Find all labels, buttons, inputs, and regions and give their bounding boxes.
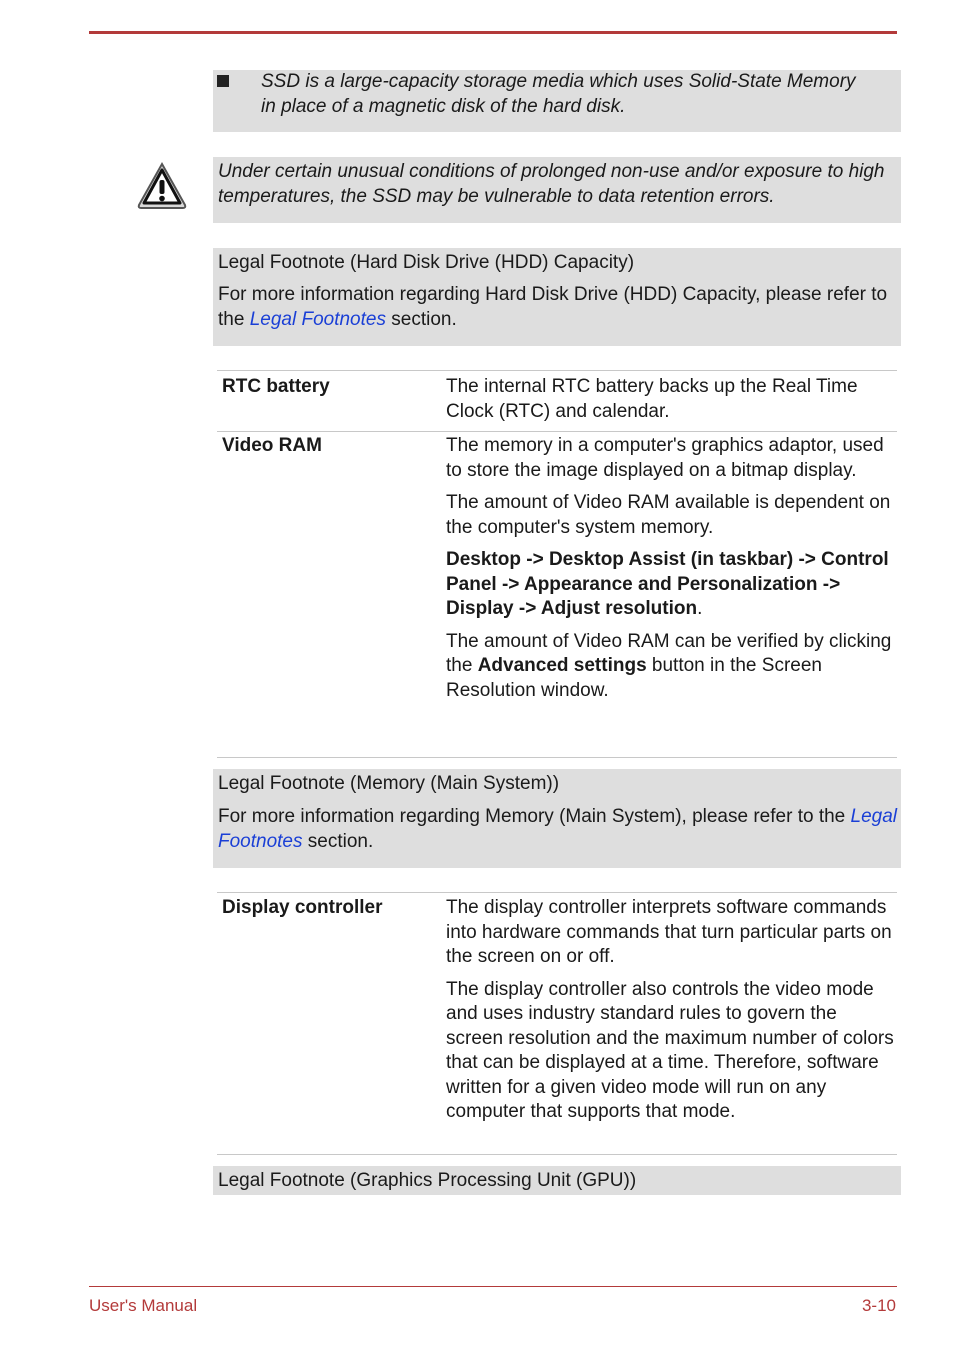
footer-rule	[89, 1286, 897, 1287]
video-ram-p1: The memory in a computer's graphics adaptor, used to store the image displayed on a bitmap display.	[446, 435, 884, 481]
bullet-square-icon	[217, 75, 229, 87]
table-rule	[217, 892, 897, 893]
footnote-hdd-text: For more information regarding Hard Disk Drive (HDD) Capacity, please refer to the	[218, 284, 888, 330]
footnote-memory-box	[213, 769, 901, 868]
page-number: 3-10	[861, 1296, 896, 1315]
warning-triangle-icon	[136, 160, 188, 212]
footnote-hdd-title: Legal Footnote (Hard Disk Drive (HDD) Capacity)	[218, 252, 635, 273]
video-ram-p2: The amount of Video RAM available is dependent on the computer's system memory.	[446, 492, 891, 538]
video-ram-path	[446, 548, 894, 622]
table-rule	[217, 757, 897, 758]
video-ram-p4-pre: The amount of Video RAM can be verified by clicking the	[446, 630, 892, 676]
footnote-memory-text: For more information regarding Memory (Main System), please refer to the	[218, 806, 851, 827]
footnote-gpu-box	[213, 1166, 901, 1195]
footnote-gpu-title: Legal Footnote (Graphics Processing Unit (GPU))	[218, 1170, 637, 1191]
rtc-battery-term: RTC battery	[222, 376, 330, 397]
warning-text: Under certain unusual conditions of prolonged non-use and/or exposure to high temperatures, the SSD may be vulnerable to data retention errors.	[218, 161, 885, 207]
footnote-memory-title: Legal Footnote (Memory (Main System))	[218, 773, 560, 794]
footnote-hdd-body	[218, 283, 898, 332]
video-ram-p4-post: button in the Screen Resolution window.	[446, 655, 822, 701]
display-controller-p2: The display controller also controls the video mode and uses industry standard rules to govern the screen resolution and the maximum number of colors that can be displayed at a time. Therefore, software written for a given video mode will run on any computer that supports that mode.	[446, 978, 894, 1122]
footnote-hdd-box	[213, 248, 901, 346]
footnote-memory-text-end: section.	[302, 830, 374, 852]
display-controller-term: Display controller	[222, 897, 383, 918]
legal-footnotes-link[interactable]: Legal Footnotes	[218, 806, 898, 852]
video-ram-path-end: .	[697, 598, 703, 619]
video-ram-path-bold: Desktop -> Desktop Assist (in taskbar) -> Control Panel -> Appearance and Personalization -> Display -> Adjust resolution	[446, 549, 889, 619]
table-rule	[217, 431, 897, 432]
footnote-hdd-text-end: section.	[385, 308, 457, 330]
ssd-note-text: SSD is a large-capacity storage media which uses Solid-State Memory in place of a magnetic disk of the hard disk.	[261, 71, 856, 117]
table-rule	[217, 1154, 897, 1155]
legal-footnotes-link[interactable]: Legal Footnotes	[249, 308, 386, 330]
video-ram-term: Video RAM	[222, 435, 322, 456]
video-ram-p4	[446, 630, 894, 704]
footer-manual-title: User's Manual	[89, 1296, 198, 1315]
warning-box	[213, 157, 901, 223]
advanced-settings-label: Advanced settings	[477, 655, 647, 676]
footnote-memory-body	[218, 805, 898, 854]
display-controller-def	[446, 896, 894, 1133]
display-controller-p1: The display controller interprets software commands into hardware commands that turn particular parts on the screen on or off.	[446, 897, 892, 967]
rtc-battery-def: The internal RTC battery backs up the Real Time Clock (RTC) and calendar.	[446, 376, 858, 422]
table-rule	[217, 370, 897, 371]
ssd-note-box	[213, 70, 901, 132]
header-rule	[89, 31, 897, 34]
video-ram-def	[446, 434, 894, 711]
